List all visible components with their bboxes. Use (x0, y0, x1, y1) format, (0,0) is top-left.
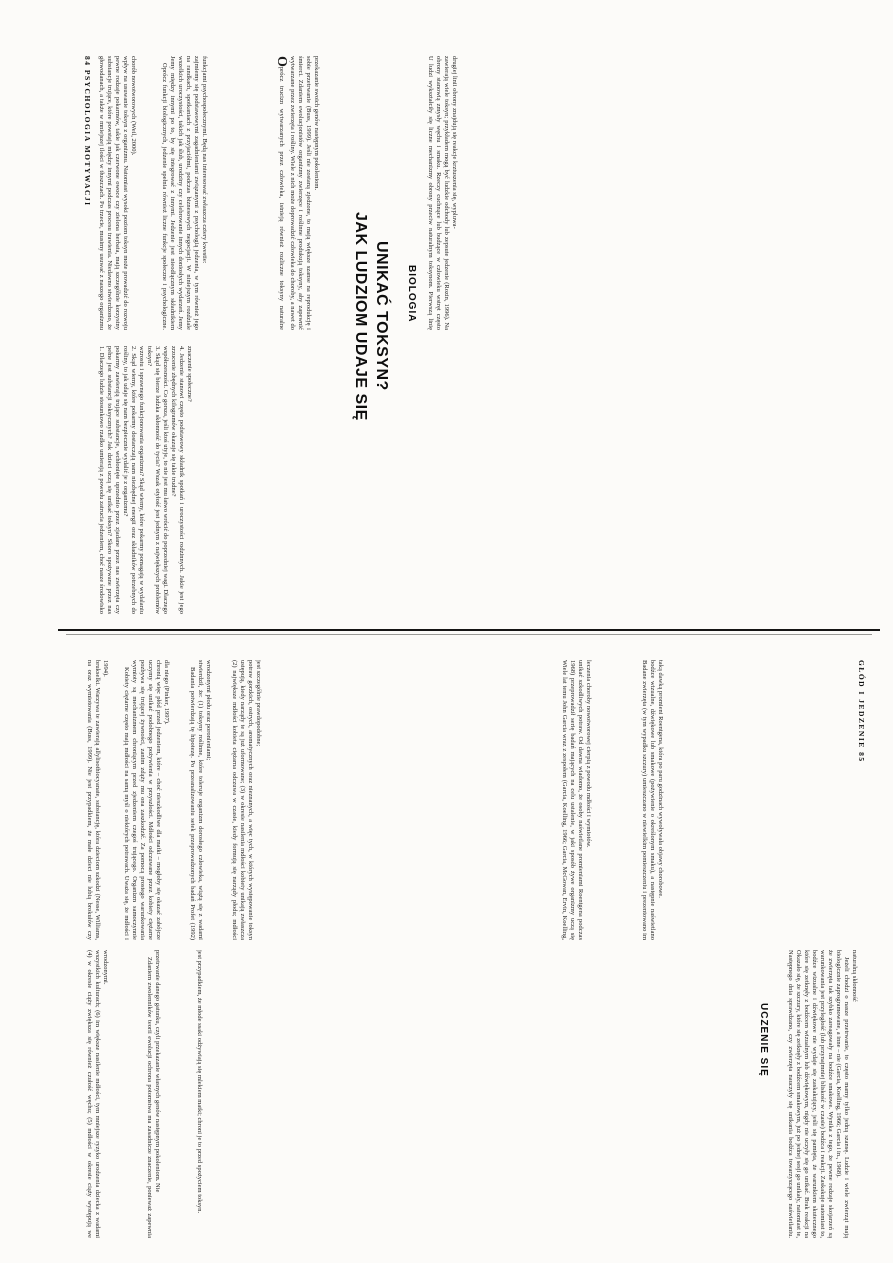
section-title-jak-ludziom (350, 118, 396, 514)
scan-page-84 (0, 0, 893, 628)
section-title-line2: UNIKAĆ TOKSYN? (373, 241, 390, 391)
section-title-line1: JAK LUDZIOM UDAJE SIĘ (352, 211, 369, 421)
running-head-85: GŁÓD I JEDZENIE 85 (857, 660, 866, 763)
paragraph-text: Jeżeli chodzi o nasze przetrwanie, to często mamy tylko jedną szansę. Ludzie i wiele zwierząt mają naturalną skłonność (843, 950, 858, 1238)
running-head-84: 84 PSYCHOLOGIA MOTYWACJI (83, 56, 92, 207)
paragraph-text: Następnego dnia sprawdzano, czy zwierzęta nauczyły się unikania bodźca towarzyszącego naświetlaniu. Okazało się, że szczury, które się zetknęły z bodźcem smakowym, już po jednej sesji go unikały, natomiast te, które się zetknęły z bodźcem wizualnym lub dźwiękowym, nigdy nie uczyły się go unikać. Brak reakcji na bodźce wizualne i dźwiękowe nie wydaje się zaskakujący, jeśli się pamięta, że warunkiem skutecznego warunkowania jest przyległość (lub przynajmniej bliskość w czasie) bodźca i reakcji. Zaskakuje natomiast to, że zwierzęta tak szybko zareagowały na bodźce smakowe. Wynika z tego, że pewne rodzaje skojarzeń są biologicznie zaprogramowane, a inne – nie (Garcia, Koelling, 1966; Garcia i in., 1968). (787, 950, 842, 1238)
paragraph-text: U ludzi wykształciły się liczne mechanizmy obrony przeciw naturalnym toksynom. Pierwszą linię obrony stanowią zmysły węchu i smaku. Rzeczy cuchnące lub budzące w człowieku wstręt często zawierają wiele toksyn; przykładem mogą być ludzkie odchody lub zepsute jedzenie (Rozin, 1996). Na drugiej linii obrony znajdują się reakcje krztuszenia się, wypluwa- (427, 56, 458, 330)
p84-continuation-paragraph (97, 56, 153, 330)
p85-pregnancy-paragraph (122, 660, 180, 940)
p84-biology-paragraph (426, 56, 496, 330)
paragraph-text: głowodanach, a także w mniejszej ilości w tłuszczach. Po trzecie, musimy usuwać z naszego organizmu substancje trujące, które powstają między innymi podczas procesu trawienia. Niedawno stwierdzono, że pewne rodzaje pokarmów, takie jak czerwone owoce czy zielona herbata, mają szczególnie korzystny wpływ na usuwanie toksyn z organizmu. Natomiast wysoki poziom toksyn może prowadzić do rozwoju chorób nowotworowych (Weil, 2000). (98, 56, 137, 330)
scan-page-85 (0, 640, 893, 1263)
question-item-1: 1. Dlaczego ludzie stosunkowo rzadko umierają z powodu zatrucia jedzeniem, choć nasze środowisko pełne jest substancji toksycznych? Jak dzieci uczą się unikać toksyn? Skoro spożywane przez nas pokarmy zawierają trujące substancje, wchłonięte uprzednio przez zjadane przez nas zwierzęta czy rośliny, to jak udaje się nam bezpiecznie wydalić je z organizmu? (98, 346, 129, 614)
paragraph-text: Oprócz funkcji biologicznych, jedzenie spełnia również liczne funkcje społeczne i psychologiczne. Jemy między innymi po to, by się integrować z innymi. Jedzenie jest nieodłącznym składnikiem wszelkich uroczystości, takich jak ślub, urodziny czy celebrowanie innych doniosłych wydarzeń. Jemy na randkach, spotkaniach z przyjaciółmi, podczas biznesowych negocjacji. W niniejszym rozdziale zajmiemy się podstawowymi zagadnieniami związanymi z psychologią jedzenia, w tym również jego funkcjami psychospołecznymi. Będą nas interesować zwłaszcza cztery kwestie: (161, 56, 208, 330)
paragraph-text: Kobiety ciężarne często mają mdłości na samą myśl o niektórych potrawach. Uważa się, że mdłości i wymioty są mechanizmem chroniącym przed zjedzeniem czegoś trującego. Organizm samoczynnie pozbywa się trującej żywności, zanim zdąży mu ona zaszkodzić. Za pomocą prostego warunkowania uczymy się unikać podobnego pożywienia w przyszłości. Mdłości odczuwane przez kobiety ciężarne chronią więc płód przed jedzeniem, które – choć nieszkodliwe dla matki – mogłoby się okazać zabójcze dla niego (Pinker, 1997). (123, 660, 170, 940)
paragraph-text: jest przypadkiem, że młode ssaki odżywiają się mlekiem matki; chroni je to przed spożyciem toksyn. (196, 950, 203, 1214)
paragraph-text: (2) największe mdłości kobieta ciężarna odczuwa w czasie, kiedy formują się narządy płodu; mdłości ustępują, kiedy narządy te są już uformowane; (3) w okresie nasilenia mdłości kobiety unikają zwłaszcza potraw gorzkich, ostrych, aromatycznych oraz nieznanych, a więc tych, w których występowanie toksyn jest szczególnie prawdopodobne; (231, 660, 262, 940)
paragraph-text: Badane zwierzęta (w tym wypadku szczury) umieszczano w niewielkim pomieszczeniu i prezentowano im bodźce wizualne, dźwiękowe lub smakowe (pożywienie o określonym smaku), a następnie naświetlano taką dawką promieni Roentgena, która po paru godzinach wywoływała objawy chorobowe. (641, 660, 664, 940)
paragraph-text: Badania potwierdzają tę hipotezę. Po przeanalizowaniu setek przeprowadzonych badań Profet (1992) stwierdził, że: (1) toksyny roślinne, które toleruje organizm dorosłego człowieka, wiążą się z wadami wrodzonymi płodu oraz poronieniami; (189, 660, 212, 940)
p85-research-paragraph-3 (85, 950, 119, 1238)
p85-garcia-paragraph-3 (786, 950, 872, 1238)
p85-garcia-paragraph-2 (640, 660, 688, 940)
paragraph-text (274, 56, 320, 330)
section-title-uczenie-sie: UCZENIE SIĘ (758, 1003, 769, 1077)
p84-functions-paragraph (160, 56, 268, 330)
drop-cap-O: O (274, 56, 289, 67)
question-item-4: 4. Jedzenie stanowi często podstawowy składnik spotkań i uroczystości rodzinnych. Jakie jest jego znaczenie społeczne? (178, 346, 193, 614)
paragraph-text: na oraz wymiotowania (Buss, 1999). Nie jest przypadkiem, że małe dzieci nie lubią brokułów czy brukselki. Warzywa te zawierają allylisothiocyanate, substancję, która dzieciom szkodzi (Nesse, Williams, 1994). (86, 660, 109, 940)
p85-research-paragraph-2 (230, 660, 272, 940)
subsection-title-biologia: BIOLOGIA (406, 265, 417, 323)
p84-questions-list (97, 346, 311, 614)
p85-evolution-paragraph (145, 950, 181, 1238)
p85-nausea-paragraph (85, 660, 115, 940)
paragraph-text: (4) w okresie ciąży zwiększa się również czułość węchu; (5) mdłości w okresie ciąży występują we wszystkich kulturach; (6) im większe nasilenie mdłości, tym mniejsze ryzyko urodzenia dziecka z wadami wrodzonymi. (86, 950, 109, 1238)
p85-milk-paragraph (195, 950, 217, 1238)
paragraph-text: prócz trucizn wytwarzanych przez człowieka, istnieją również rozliczne toksyny naturalne wytwarzane przez zwierzęta i rośliny. Wiele z nich może doprowadzić człowieka do choroby, a nawet do śmierci. Zdaniem ewolucjonistów organizmy zwierzęce i roślinne produkują toksyny, aby zapewnić sobie przetrwanie (Buss, 1999). Jeśli nie zostaną zjedzone, to mają większe szanse na reprodukcję i przekazanie swoich genów następnym pokoleniom. (278, 56, 320, 330)
p85-garcia-paragraph-1 (560, 660, 630, 940)
scan-divider-shadow (66, 634, 872, 635)
paragraph-text: Zdaniem zwolenników teorii ewolucji ochrona potomstwa ma zasadnicze znaczenie, ponieważ zapewnia przetrwanie danego gatunku, czyli przekazanie własnych genów następnym pokoleniom. Nie (146, 950, 161, 1238)
question-item-3: 3. Skąd się bierze ludzka skłonność do tycia? Wszak otyłość jest jednym z największych problemów współczesności. Co gorsza, jeśli ktoś utyje, to nie jest mu łatwo wrócić do poprzedniej wagi. Dlaczego zrzucenie zbędnych kilogramów okazuje się takie trudne? (154, 346, 177, 614)
paragraph-text: Wiele lat temu John Garcia wraz z zespołem (Garcia, Koelling, 1966; Garcia, McGowan, Ervin, Koelling, 1968) przeprowadził serię badań mających na celu ustalenie, w jaki sposób żywe organizmy uczą się unikać szkodliwych potraw. Od dawna wiadomo, że osoby naświetlane promieniami Roentgena podczas leczenia choroby nowotworowej cierpią z powodu mdłości i wymiotów. (561, 660, 592, 940)
scan-divider-line (58, 629, 880, 631)
p84-toxins-dropcap-paragraph (274, 56, 346, 330)
p85-research-paragraph-1 (188, 660, 222, 940)
question-item-2: 2. Skąd wiemy, które pokarmy dostarczają nam niezbędnej energii oraz składników potrzebnych do wzrostu i sprawnego funkcjonowania organizmu? Skąd wiemy, które pokarmy pomagają w wydalaniu toksyn? (130, 346, 153, 614)
